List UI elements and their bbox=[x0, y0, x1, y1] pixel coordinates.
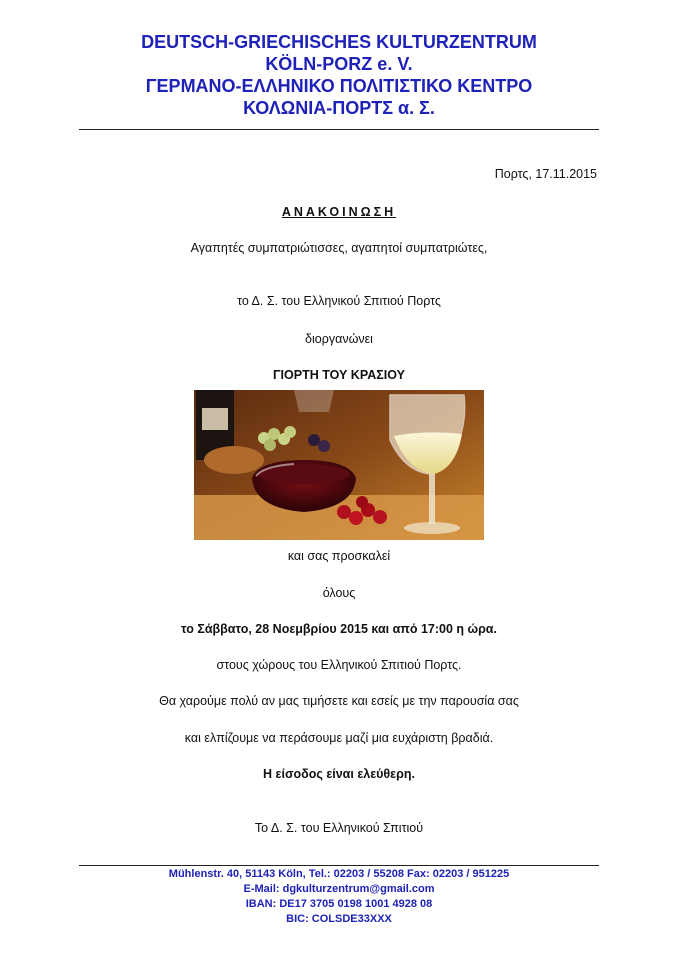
footer-bic: BIC: COLSDE33XXX bbox=[286, 913, 392, 925]
letterhead bbox=[0, 31, 678, 119]
hope-line: και ελπίζουμε να περάσουμε μαζί μια ευχάριστη βραδιά. bbox=[184, 731, 494, 745]
signature: Το Δ. Σ. του Ελληνικού Σπιτιού bbox=[254, 821, 424, 835]
footer-address: Mühlenstr. 40, 51143 Köln, Tel.: 02203 / 55208 Fax: 02203 / 951225 bbox=[168, 868, 510, 880]
footer-email: E-Mail: dgkulturzentrum@gmail.com bbox=[243, 883, 435, 895]
announcement-title-row bbox=[0, 204, 678, 220]
organizes-line: διοργανώνει bbox=[305, 332, 373, 346]
invites-line: και σας προσκαλεί bbox=[287, 549, 391, 563]
letter-date: Πορτς, 17.11.2015 bbox=[494, 167, 597, 181]
letterhead-line-3: ΓΕΡΜΑΝΟ-ΕΛΛΗΝΙΚΟ ΠΟΛΙΤΙΣΤΙΚΟ ΚΕΝΤΡΟ bbox=[145, 76, 533, 96]
greeting: Αγαπητές συμπατριώτισσες, αγαπητοί συμπατριώτες, bbox=[190, 241, 488, 255]
footer-iban: IBAN: DE17 3705 0198 1001 4928 08 bbox=[245, 898, 433, 910]
letterhead-line-2: KÖLN-PORZ e. V. bbox=[265, 54, 413, 74]
letterhead-line-1: DEUTSCH-GRIECHISCHES KULTURZENTRUM bbox=[141, 32, 537, 52]
board-line: το Δ. Σ. του Ελληνικού Σπιτιού Πορτς bbox=[237, 294, 441, 308]
bottom-divider bbox=[79, 865, 599, 866]
all-line: όλους bbox=[322, 586, 356, 600]
event-location: στους χώρους του Ελληνικού Σπιτιού Πορτς. bbox=[216, 658, 462, 672]
footer bbox=[0, 867, 678, 927]
free-entry: Η είσοδος είναι ελεύθερη. bbox=[263, 767, 415, 781]
top-divider bbox=[79, 129, 599, 130]
announcement-title: ΑΝΑΚΟΙΝΩΣΗ bbox=[281, 205, 397, 219]
wine-photo bbox=[194, 390, 484, 540]
event-date-time: το Σάββατο, 28 Νοεμβρίου 2015 και από 17:00 η ώρα. bbox=[181, 622, 497, 636]
event-name: ΓΙΟΡΤΗ ΤΟΥ ΚΡΑΣΙΟΥ bbox=[273, 368, 405, 382]
letterhead-line-4: ΚΟΛΩΝΙΑ-ΠΟΡΤΣ α. Σ. bbox=[243, 98, 435, 118]
honor-line: Θα χαρούμε πολύ αν μας τιμήσετε και εσείς με την παρουσία σας bbox=[159, 694, 519, 708]
